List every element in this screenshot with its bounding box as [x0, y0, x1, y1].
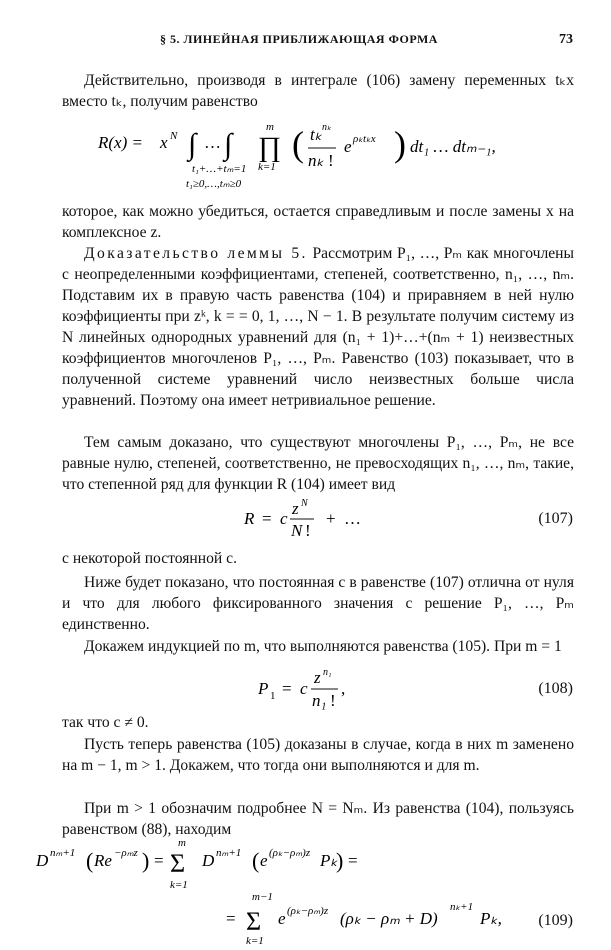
equation-108	[30, 664, 590, 716]
product-sign: ∏	[258, 132, 282, 163]
eq109-Re-exp: −ρₘz	[114, 847, 138, 859]
eq109-sum1-upper: m	[178, 837, 186, 849]
paragraph-2: которое, как можно убедиться, остается справедливым и после замены x на комплексное z.	[62, 203, 574, 241]
eq107-plus: +	[326, 509, 336, 528]
frac-nk-fact: nₖ	[308, 151, 324, 170]
eq-r-dt: dt₁ … dtₘ₋₁,	[410, 137, 496, 156]
frac-fact: !	[328, 151, 334, 170]
eq108-n1: n₁	[312, 691, 327, 710]
eq107-dots: …	[344, 509, 361, 528]
integral-2: ∫	[224, 128, 233, 161]
eq108-eq: =	[282, 679, 292, 698]
eq109-sum2-upper: m−1	[252, 891, 273, 903]
frac-tk-exp: nₖ	[322, 122, 332, 133]
paragraph-10: При m > 1 обозначим подробнее N = Nₘ. Из равенства (104), пользуясь равенством (88), находим	[62, 800, 574, 838]
big-rparen: )	[394, 124, 406, 164]
eq109-sum2-lower: k=1	[246, 935, 264, 946]
prod-upper: m	[266, 121, 274, 133]
equation-r	[30, 112, 590, 192]
eq109-D2: D	[202, 851, 215, 870]
paragraph-1: Действительно, производя в интеграле (106) замену переменных tₖx вместо tₖ, получим равенство	[62, 72, 574, 110]
big-lparen: (	[292, 124, 304, 164]
eq109-lp2: (	[252, 848, 260, 873]
eq109-eq1: =	[154, 851, 164, 870]
eq109-lp1: (	[86, 848, 94, 873]
eq109-eq2: =	[348, 851, 358, 870]
eq107-c: c	[280, 509, 288, 528]
paragraph-5: с некоторой постоянной c.	[62, 550, 237, 567]
integral-1: ∫	[188, 128, 197, 161]
paragraph-7: Докажем индукцией по m, что выполняются равенства (105). При m = 1	[84, 638, 562, 655]
prod-lower: k=1	[258, 161, 276, 173]
eq-r-dots: …	[204, 133, 221, 152]
paragraph-9: Пусть теперь равенства (105) доказаны в случае, когда в них m заменено на m − 1, m > 1. Докажем, что тогда они выполняются и для m.	[62, 736, 574, 774]
eq109-Re: Re	[94, 851, 112, 870]
eq109-mid-exp: nₖ+1	[450, 901, 474, 913]
page-number: 73	[559, 32, 573, 47]
paragraph-4: Тем самым доказано, что существуют многочлены P₁, …, Pₘ, не все равные нулю, степеней, соответственно, не превосходящих n₁, …, nₘ, такие, что степенной ряд для функции R (104) имеет вид	[62, 434, 574, 493]
eq107-eq: =	[262, 509, 272, 528]
eq109-e2-exp: (ρₖ−ρₘ)z	[287, 905, 329, 917]
eq109-D2-exp: nₘ+1	[216, 847, 242, 859]
int-limits-a: t₁+…+tₘ=1	[192, 163, 247, 175]
eq109-Pk2: Pₖ,	[480, 909, 502, 928]
eq109-e1: e	[260, 851, 268, 870]
eq109-rp2: )	[336, 848, 344, 873]
section-title: § 5. ЛИНЕЙНАЯ ПРИБЛИЖАЮЩАЯ ФОРМА	[160, 32, 438, 46]
eq-r-e: e	[344, 137, 352, 156]
eq-r-exp: ρₖtₖx	[353, 133, 376, 145]
eq109-e2: e	[278, 909, 286, 928]
equation-109	[30, 830, 590, 946]
eq107-fact: !	[305, 521, 311, 540]
eq109-rp1: )	[142, 848, 150, 873]
eq107-z: z	[292, 499, 299, 518]
running-header	[60, 32, 573, 54]
equation-107	[30, 494, 590, 544]
eq108-c: c	[300, 679, 308, 698]
eq107-zN: N	[301, 498, 308, 509]
eq109-D1-exp: nₘ+1	[50, 847, 76, 859]
eq109-mid: (ρₖ − ρₘ + D)	[340, 909, 438, 928]
eq108-zexp: n₁	[323, 667, 332, 678]
eq109-e1-exp: (ρₖ−ρₘ)z	[269, 847, 311, 859]
eq107-R: R	[244, 509, 255, 528]
eq109-D1: D	[36, 851, 49, 870]
eq-number-108: (108)	[538, 680, 573, 697]
eq-r-x: x	[160, 133, 168, 152]
eq-r-lhs: R(x) =	[98, 133, 143, 152]
eq109-sum1: Σ	[170, 849, 186, 878]
eq108-fact: !	[330, 691, 336, 710]
paragraph-3	[62, 243, 574, 411]
eq108-z: z	[314, 668, 321, 687]
eq109-Pk1: Pₖ	[320, 851, 338, 870]
eq109-eq3: =	[226, 909, 236, 928]
eq109-sum1-lower: k=1	[170, 879, 188, 891]
paragraph-8: так что c ≠ 0.	[62, 714, 149, 731]
eq-number-109: (109)	[538, 912, 573, 929]
paragraph-6: Ниже будет показано, что постоянная c в равенстве (107) отлична от нуля и что для любого фиксированного значения c решение P₁, …, Pₘ единственно.	[62, 574, 574, 633]
eq109-sum2: Σ	[246, 907, 262, 936]
eq108-P: P	[258, 679, 269, 698]
eq108-sub1: 1	[270, 690, 276, 702]
eq108-comma: ,	[341, 679, 346, 698]
eq107-N: N	[291, 521, 303, 540]
eq-r-N: N	[170, 130, 178, 142]
frac-tk: tₖ	[310, 125, 322, 144]
paragraph-3-body: Рассмотрим P₁, …, Pₘ как многочлены с неопределенными коэффициентами, степеней, соответственно, n₁, …, nₘ. Подставим их в правую часть равенства (104) и приравняем в ней нулю коэффициенты при zᵏ, k = = 0, 1, …, N − 1. В результате получим систему из N линейных однородных уравнений для (n₁ + 1)+…+(nₘ + 1) неизвестных коэффициентов многочленов P₁, …, Pₘ. Равенство (103) показывает, что в полученной системе уравнений число неизвестных больше числа уравнений. Поэтому она имеет нетривиальное решение.	[62, 245, 574, 409]
lemma-proof-lead: Доказательство леммы 5.	[84, 245, 308, 262]
eq-number-107: (107)	[538, 510, 573, 527]
int-limits-b: t₁≥0,…,tₘ≥0	[186, 178, 242, 190]
